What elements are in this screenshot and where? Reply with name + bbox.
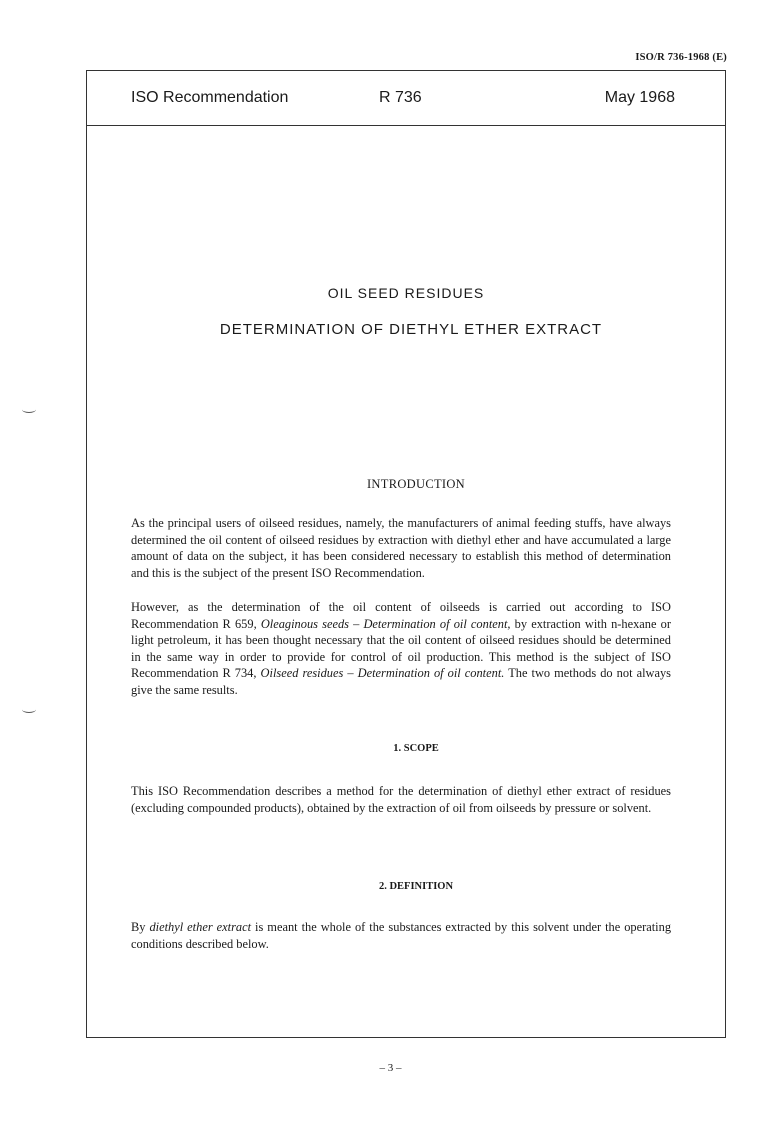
para2-text-a: However, as the determination of the oil content of oilseeds is carried out according to ISO Recommendation R 659,	[131, 600, 671, 631]
definition-paragraph	[131, 919, 671, 952]
scope-heading: 1. SCOPE	[393, 743, 439, 754]
document-title-line1: OIL SEED RESIDUES	[327, 285, 485, 301]
document-title-line2: DETERMINATION OF DIETHYL ETHER EXTRACT	[219, 321, 603, 338]
header-standard-number: R 736	[379, 89, 422, 106]
margin-mark	[22, 706, 36, 713]
page-number: – 3 –	[379, 1062, 402, 1074]
header-band	[87, 71, 725, 126]
introduction-paragraph-2	[131, 599, 671, 698]
header-date: May 1968	[604, 89, 675, 106]
margin-mark	[22, 406, 36, 413]
definition-text-b: is meant the whole of the substances extracted by this solvent under the operating conditions described below.	[131, 920, 672, 951]
header-standard-type: ISO Recommendation	[131, 89, 289, 106]
para2-italic-1: Oleaginous seeds – Determination of oil content,	[260, 616, 511, 631]
para2-text-b: by extraction with n-hexane or light petroleum, it has been thought necessary that the oil content of oilseed residues should be determined in the same way in order to provide for control of oil production. This method is the subject of ISO Recommendation R 734,	[131, 616, 671, 680]
page-frame	[86, 70, 726, 1038]
scope-paragraph: This ISO Recommendation describes a method for the determination of diethyl ether extract of residues (excluding compounded products), obtained by the extraction of oil from oilseeds by pressure or solvent.	[131, 784, 671, 815]
para2-italic-2: Oilseed residues – Determination of oil content.	[260, 666, 505, 680]
definition-text-a: By	[131, 920, 150, 934]
definition-heading: 2. DEFINITION	[378, 881, 454, 892]
introduction-paragraph-1: As the principal users of oilseed residues, namely, the manufacturers of animal feeding stuffs, have always determined the oil content of oilseed residues by extraction with diethyl ether and have accumulated a large amount of data on the subject, it has been considered necessary to establish this method of determination and this is the subject of the present ISO Recommendation.	[131, 516, 671, 580]
document-code: ISO/R 736-1968 (E)	[635, 52, 727, 63]
definition-term: diethyl ether extract	[149, 920, 252, 934]
para2-text-c: The two methods do not always give the same results.	[131, 666, 671, 697]
introduction-heading: INTRODUCTION	[366, 477, 466, 491]
